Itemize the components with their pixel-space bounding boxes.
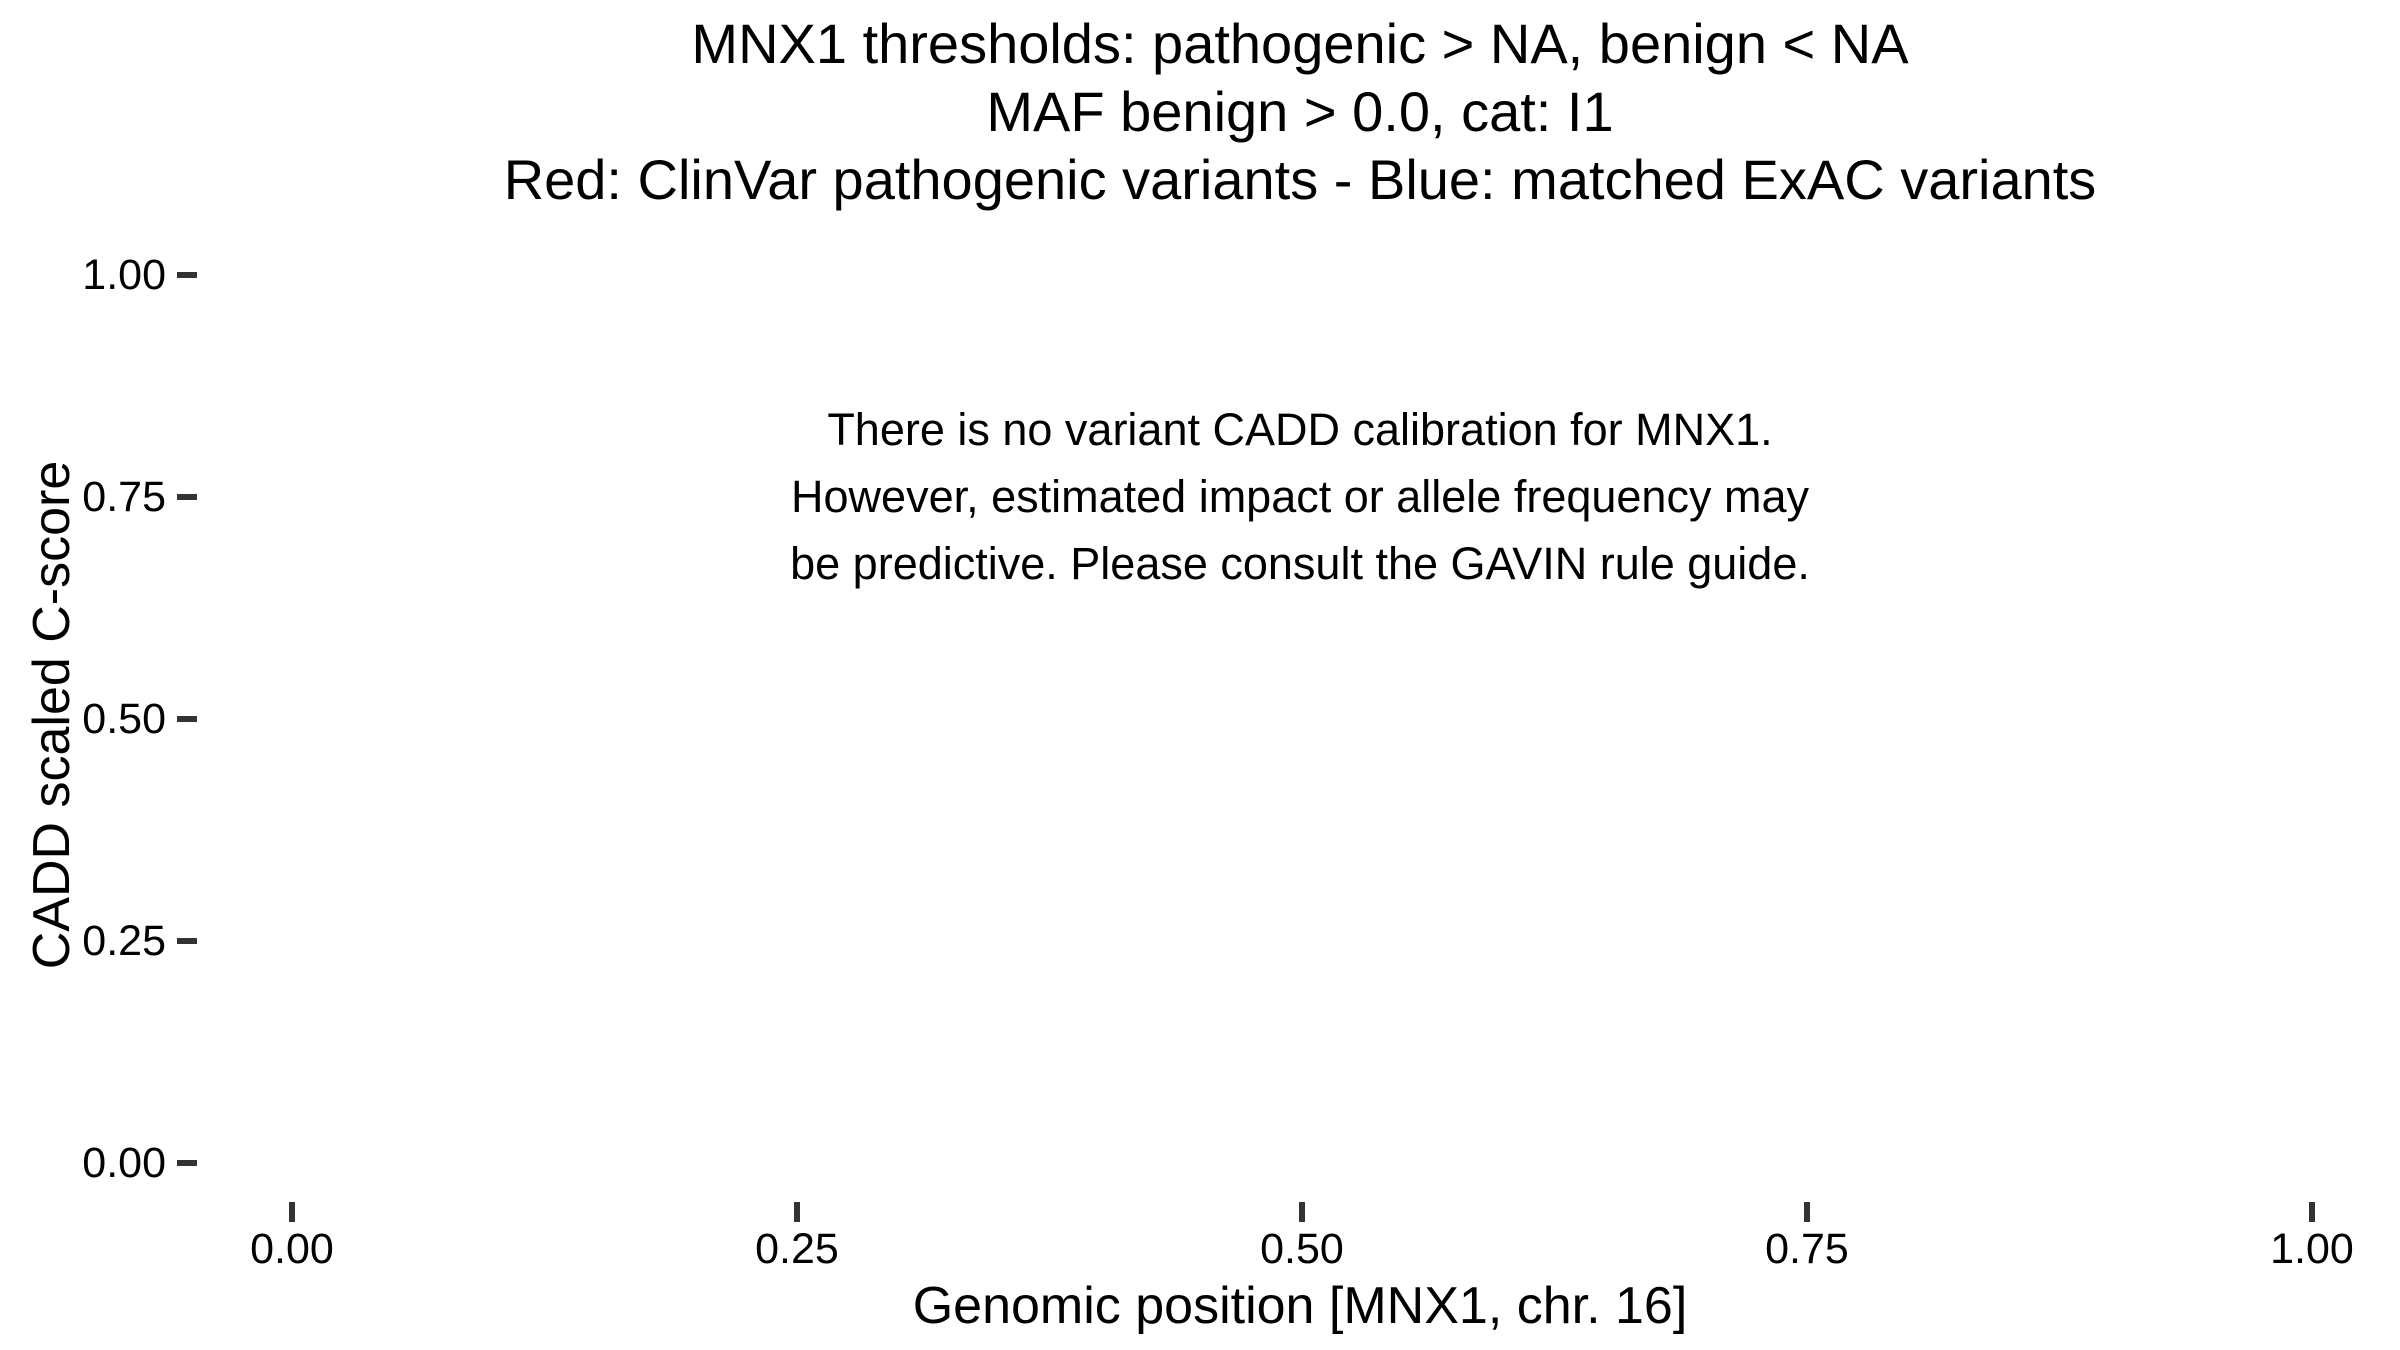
plot-title-line-1: MNX1 thresholds: pathogenic > NA, benign < NA [691, 12, 1909, 75]
y-tick-mark [177, 494, 197, 500]
x-tick-label-0.25: 0.25 [755, 1225, 839, 1273]
x-tick-label-0.00: 0.00 [250, 1225, 334, 1273]
plot-title [200, 10, 2400, 214]
y-tick-mark [177, 716, 197, 722]
x-tick-mark [1299, 1202, 1305, 1222]
y-axis-title: CADD scaled C-score [23, 460, 81, 970]
y-tick-label-0.25: 0.25 [82, 917, 166, 965]
x-tick-mark [794, 1202, 800, 1222]
no-calibration-annotation [200, 396, 2400, 597]
y-tick-label-1.00: 1.00 [82, 251, 166, 299]
x-tick-mark [1804, 1202, 1810, 1222]
plot-title-line-3: Red: ClinVar pathogenic variants - Blue: matched ExAC variants [503, 148, 2097, 211]
plot-title-line-2: MAF benign > 0.0, cat: I1 [986, 80, 1614, 143]
annotation-line-2: However, estimated impact or allele frequency may [791, 471, 1809, 522]
x-tick-label-0.75: 0.75 [1765, 1225, 1849, 1273]
y-tick-label-0.50: 0.50 [82, 695, 166, 743]
x-tick-label-0.50: 0.50 [1260, 1225, 1344, 1273]
annotation-line-1: There is no variant CADD calibration for MNX1. [827, 404, 1773, 455]
annotation-line-3: be predictive. Please consult the GAVIN rule guide. [790, 538, 1810, 589]
y-tick-mark [177, 938, 197, 944]
y-tick-mark [177, 272, 197, 278]
x-tick-mark [289, 1202, 295, 1222]
y-tick-mark [177, 1160, 197, 1166]
x-tick-mark [2309, 1202, 2315, 1222]
y-tick-label-0.00: 0.00 [82, 1139, 166, 1187]
x-tick-label-1.00: 1.00 [2270, 1225, 2354, 1273]
y-tick-label-0.75: 0.75 [82, 473, 166, 521]
x-axis-title: Genomic position [MNX1, chr. 16] [912, 1277, 1688, 1335]
